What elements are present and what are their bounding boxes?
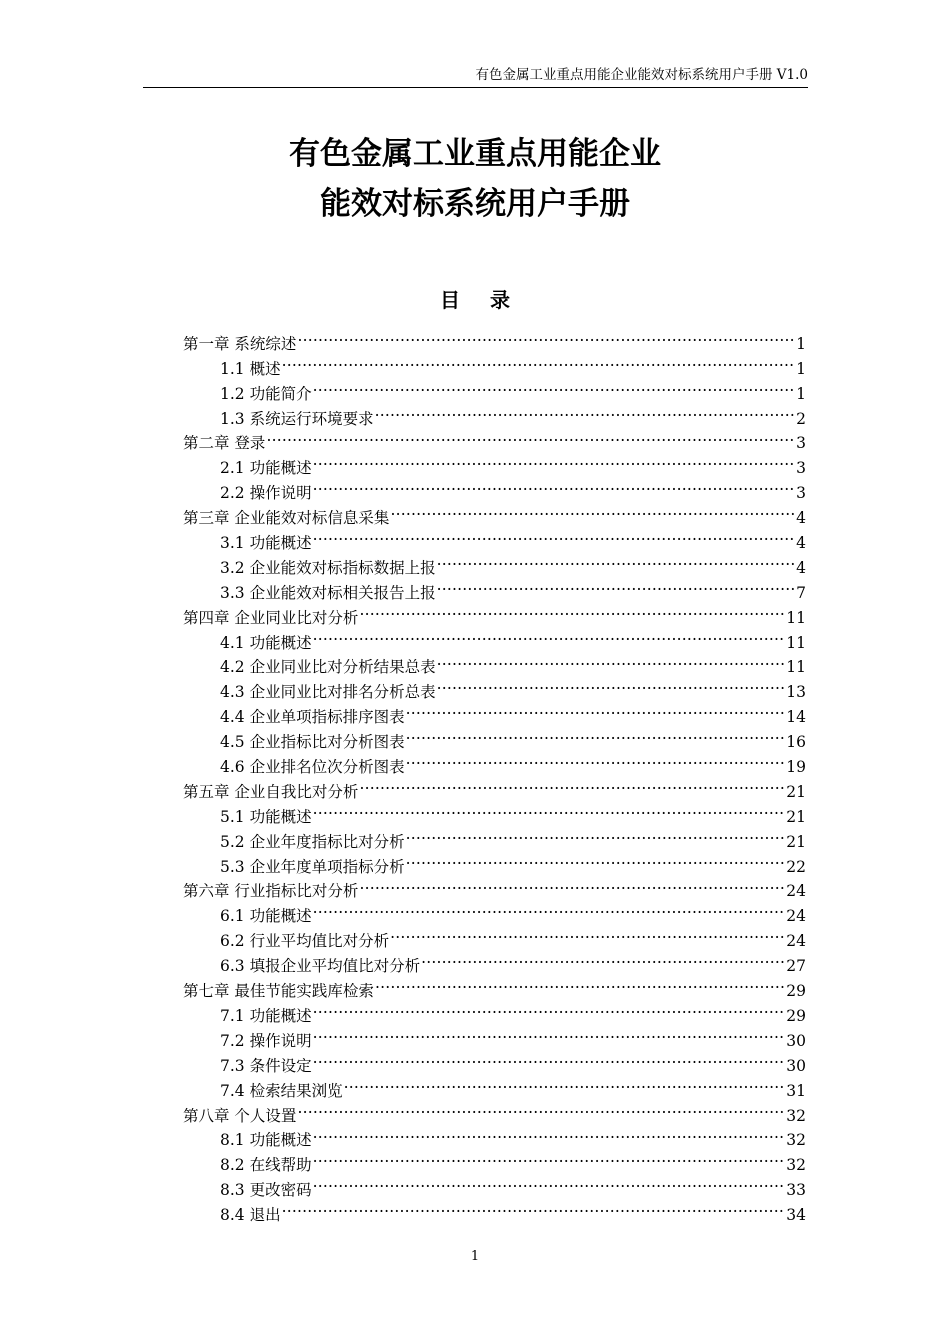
toc-entry-label: 3.1 功能概述: [220, 534, 312, 553]
toc-heading: 目录: [440, 288, 540, 312]
toc-entry-label: 4.1 功能概述: [220, 633, 312, 652]
toc-dot-leader: [375, 399, 796, 424]
toc-entry-page: 11: [786, 633, 806, 652]
toc-dot-leader: [313, 797, 786, 822]
toc-entry-page: 24: [786, 932, 806, 951]
toc-dot-leader: [421, 946, 785, 971]
toc-entry-label: 7.3 条件设定: [220, 1056, 312, 1075]
toc-entry-label: 7.4 检索结果浏览: [220, 1081, 343, 1100]
toc-chapter-entry[interactable]: [183, 424, 806, 453]
toc-entry-page: 4: [796, 534, 806, 553]
toc-dot-leader: [359, 872, 785, 897]
toc-entry-page: 30: [786, 1031, 806, 1050]
toc-dot-leader: [437, 672, 786, 697]
toc-dot-leader: [313, 996, 786, 1021]
toc-entry-page: 29: [786, 1006, 806, 1025]
toc-dot-leader: [406, 747, 786, 772]
header-rule: [143, 87, 808, 88]
toc-dot-leader: [266, 424, 795, 449]
toc-dot-leader: [390, 921, 785, 946]
toc-dot-leader: [313, 1046, 786, 1071]
toc-chapter-entry[interactable]: [183, 324, 806, 353]
toc-entry-page: 3: [796, 459, 806, 478]
toc-dot-leader: [406, 822, 786, 847]
page-number: 1: [470, 1249, 480, 1264]
toc-entry-page: 11: [786, 608, 806, 627]
toc-entry-label: 8.4 退出: [220, 1206, 281, 1225]
toc-entry-label: 8.1 功能概述: [220, 1131, 312, 1150]
toc-dot-leader: [437, 573, 796, 598]
toc-entry-page: 24: [786, 882, 806, 901]
toc-entry-label: 第一章 系统综述: [183, 334, 297, 353]
toc-dot-leader: [375, 971, 785, 996]
toc-entry-label: 第二章 登录: [183, 434, 266, 453]
toc-entry-label: 1.1 概述: [220, 359, 281, 378]
toc-section-entry[interactable]: [183, 448, 806, 478]
toc-entry-page: 2: [796, 409, 806, 428]
toc-entry-label: 4.3 企业同业比对排名分析总表: [220, 683, 436, 702]
toc-dot-leader: [313, 448, 796, 473]
toc-entry-label: 2.1 功能概述: [220, 459, 312, 478]
toc-entry-page: 4: [796, 558, 806, 577]
toc-dot-leader: [406, 722, 786, 747]
toc-entry-label: 5.3 企业年度单项指标分析: [220, 857, 405, 876]
toc-entry-page: 21: [786, 782, 806, 801]
toc-entry-label: 6.2 行业平均值比对分析: [220, 932, 390, 951]
toc-entry-label: 第五章 企业自我比对分析: [183, 782, 359, 801]
toc-entry-page: 31: [786, 1081, 806, 1100]
toc-entry-page: 1: [796, 384, 806, 403]
toc-entry-page: 13: [786, 683, 806, 702]
toc-entry-label: 4.2 企业同业比对分析结果总表: [220, 658, 436, 677]
toc-entry-page: 11: [786, 658, 806, 677]
toc-entry-label: 6.1 功能概述: [220, 907, 312, 926]
toc-entry-label: 第八章 个人设置: [183, 1106, 297, 1125]
toc-entry-label: 5.2 企业年度指标比对分析: [220, 832, 405, 851]
toc-dot-leader: [313, 523, 796, 548]
toc-dot-leader: [406, 697, 786, 722]
toc-dot-leader: [437, 548, 796, 573]
toc-entry-label: 4.4 企业单项指标排序图表: [220, 708, 405, 727]
toc-dot-leader: [313, 1170, 786, 1195]
toc-entry-label: 6.3 填报企业平均值比对分析: [220, 957, 421, 976]
toc-entry-page: 34: [786, 1206, 806, 1225]
toc-dot-leader: [313, 1121, 786, 1146]
toc-entry-page: 21: [786, 832, 806, 851]
toc-dot-leader: [344, 1071, 786, 1096]
toc-dot-leader: [297, 1096, 785, 1121]
toc-dot-leader: [313, 623, 786, 648]
toc-entry-page: 33: [786, 1181, 806, 1200]
toc-dot-leader: [282, 349, 796, 374]
toc-entry-label: 1.3 系统运行环境要求: [220, 409, 374, 428]
toc-dot-leader: [313, 473, 796, 498]
running-header: 有色金属工业重点用能企业能效对标系统用户手册 V1.0: [475, 67, 808, 83]
toc-dot-leader: [390, 498, 795, 523]
toc-entry-label: 8.3 更改密码: [220, 1181, 312, 1200]
toc-entry-page: 1: [796, 359, 806, 378]
toc-entry-label: 7.2 操作说明: [220, 1031, 312, 1050]
toc-entry-page: 19: [786, 758, 806, 777]
toc-entry-label: 2.2 操作说明: [220, 484, 312, 503]
toc-entry-label: 3.2 企业能效对标指标数据上报: [220, 558, 436, 577]
toc-entry-label: 4.6 企业排名位次分析图表: [220, 758, 405, 777]
table-of-contents: [183, 324, 806, 1225]
toc-entry-label: 第七章 最佳节能实践库检索: [183, 982, 374, 1001]
toc-entry-page: 27: [786, 957, 806, 976]
toc-entry-page: 32: [786, 1106, 806, 1125]
toc-entry-label: 第三章 企业能效对标信息采集: [183, 509, 390, 528]
toc-dot-leader: [313, 1145, 786, 1170]
toc-dot-leader: [406, 847, 786, 872]
toc-entry-label: 4.5 企业指标比对分析图表: [220, 733, 405, 752]
toc-dot-leader: [359, 772, 785, 797]
toc-entry-label: 1.2 功能简介: [220, 384, 312, 403]
toc-entry-page: 4: [796, 509, 806, 528]
toc-entry-page: 14: [786, 708, 806, 727]
toc-dot-leader: [313, 896, 786, 921]
toc-entry-page: 30: [786, 1056, 806, 1075]
toc-dot-leader: [437, 648, 786, 673]
toc-dot-leader: [282, 1195, 786, 1220]
toc-entry-page: 3: [796, 484, 806, 503]
toc-entry-label: 3.3 企业能效对标相关报告上报: [220, 583, 436, 602]
toc-entry-label: 8.2 在线帮助: [220, 1156, 312, 1175]
toc-entry-page: 29: [786, 982, 806, 1001]
toc-entry-page: 1: [796, 334, 806, 353]
toc-dot-leader: [359, 598, 785, 623]
toc-entry-label: 第六章 行业指标比对分析: [183, 882, 359, 901]
toc-entry-page: 32: [786, 1156, 806, 1175]
toc-entry-label: 第四章 企业同业比对分析: [183, 608, 359, 627]
toc-entry-page: 24: [786, 907, 806, 926]
toc-dot-leader: [297, 324, 795, 349]
toc-entry-page: 3: [796, 434, 806, 453]
toc-entry-page: 21: [786, 807, 806, 826]
toc-dot-leader: [313, 374, 796, 399]
toc-entry-page: 22: [786, 857, 806, 876]
toc-entry-label: 5.1 功能概述: [220, 807, 312, 826]
toc-entry-page: 7: [796, 583, 806, 602]
toc-entry-label: 7.1 功能概述: [220, 1006, 312, 1025]
toc-entry-page: 32: [786, 1131, 806, 1150]
document-title-line-2: 能效对标系统用户手册: [320, 186, 630, 222]
toc-dot-leader: [313, 1021, 786, 1046]
toc-entry-page: 16: [786, 733, 806, 752]
document-title-line-1: 有色金属工业重点用能企业: [289, 136, 661, 172]
